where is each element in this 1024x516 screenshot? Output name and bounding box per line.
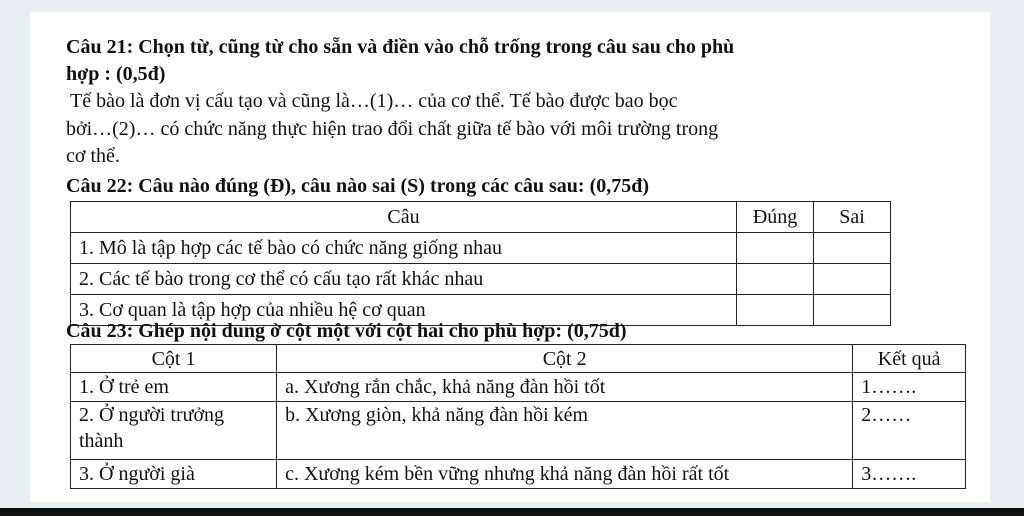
q22-table: [70, 201, 891, 326]
q23-title: Câu 23: Ghép nội dung ở cột một với cột hai cho phù hợp: (0,75đ): [66, 320, 627, 342]
answer-dung-3[interactable]: [737, 295, 814, 326]
col1-item-1: 1. Ở trẻ em: [71, 373, 277, 402]
table-row: [71, 460, 966, 489]
header-cau: Câu: [71, 202, 737, 233]
statement-2: 2. Các tế bào trong cơ thể có cấu tạo rất khác nhau: [71, 264, 737, 295]
header-sai: Sai: [814, 202, 891, 233]
header-cot1: Cột 1: [71, 345, 277, 373]
table-header-row: [71, 202, 891, 233]
col2-item-b: b. Xương giòn, khả năng đàn hồi kém: [277, 402, 853, 460]
table-row: [71, 264, 891, 295]
q22-title: Câu 22: Câu nào đúng (Đ), câu nào sai (S) trong các câu sau: (0,75đ): [66, 175, 650, 197]
q21-title-line2: hợp : (0,5đ): [66, 63, 166, 85]
header-ket-qua: Kết quả: [853, 345, 966, 373]
table-row: [71, 373, 966, 402]
table-header-row: [71, 345, 966, 373]
answer-dung-2[interactable]: [737, 264, 814, 295]
result-2[interactable]: 2……: [853, 402, 966, 460]
result-1[interactable]: 1…….: [853, 373, 966, 402]
q23-table: [70, 344, 966, 489]
result-3[interactable]: 3…….: [853, 460, 966, 489]
q21-line2: bởi…(2)… có chức năng thực hiện trao đổi chất giữa tế bào với môi trường trong: [66, 118, 719, 140]
q21-title: Câu 21: Chọn từ, cũng từ cho sẵn và điền vào chỗ trống trong câu sau cho phù: [66, 36, 735, 58]
bottom-edge: [0, 508, 1024, 516]
q21-line3: cơ thể.: [66, 145, 120, 167]
col1-item-2: 2. Ở người trưởng thành: [71, 402, 277, 460]
table-row: [71, 233, 891, 264]
q21-line1: Tế bào là đơn vị cấu tạo và cũng là…(1)… của cơ thể. Tế bào được bao bọc: [70, 90, 678, 112]
answer-sai-1[interactable]: [814, 233, 891, 264]
col1-item-3: 3. Ở người già: [71, 460, 277, 489]
col2-item-c: c. Xương kém bền vững nhưng khả năng đàn hồi rất tốt: [277, 460, 853, 489]
answer-dung-1[interactable]: [737, 233, 814, 264]
table-row: [71, 402, 966, 460]
statement-3: 3. Cơ quan là tập hợp của nhiều hệ cơ quan: [71, 295, 737, 326]
header-dung: Đúng: [737, 202, 814, 233]
statement-1: 1. Mô là tập hợp các tế bào có chức năng giống nhau: [71, 233, 737, 264]
header-cot2: Cột 2: [277, 345, 853, 373]
answer-sai-3[interactable]: [814, 295, 891, 326]
col2-item-a: a. Xương rắn chắc, khả năng đàn hồi tốt: [277, 373, 853, 402]
answer-sai-2[interactable]: [814, 264, 891, 295]
